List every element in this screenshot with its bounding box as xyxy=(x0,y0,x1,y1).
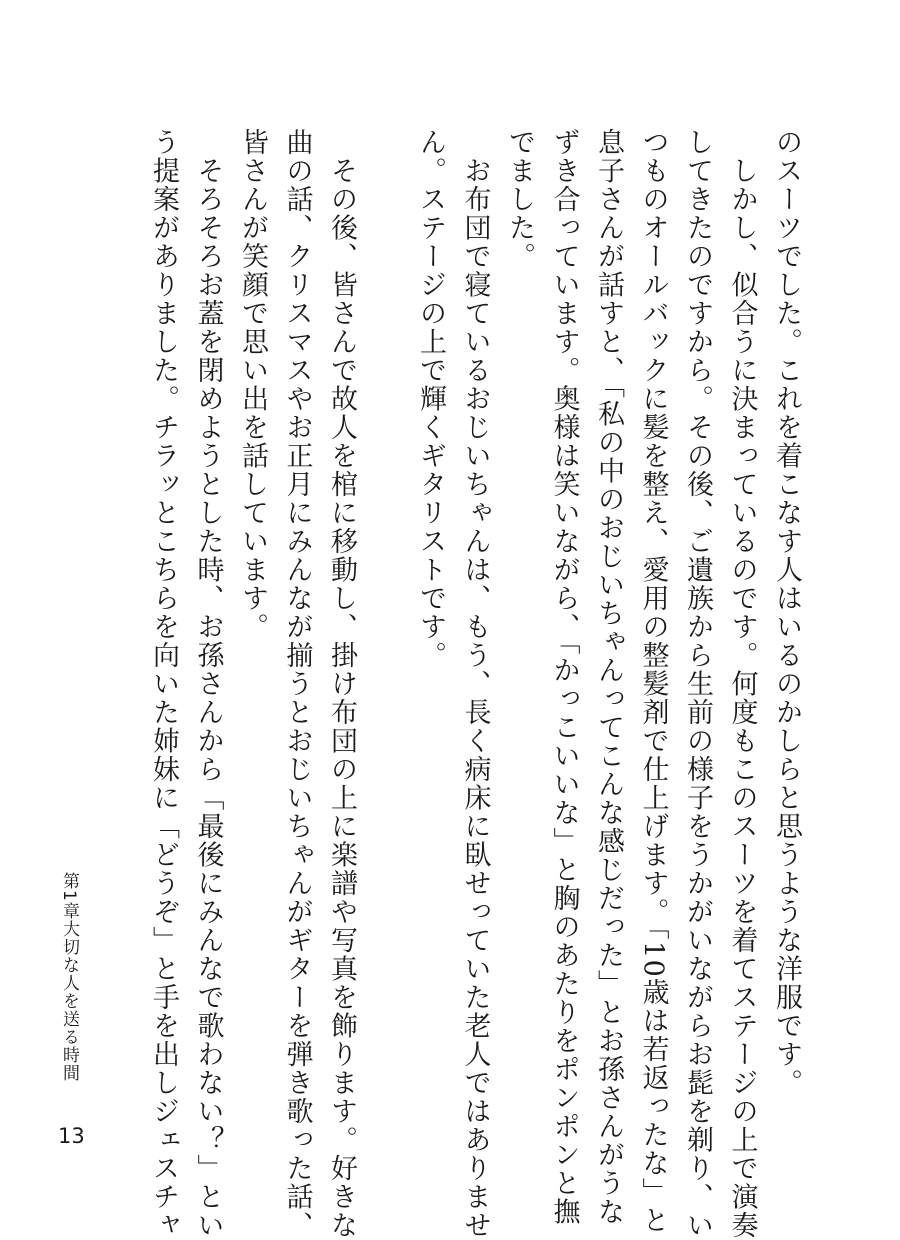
text-line: その後、皆さんで故人を棺に移動し、掛け布団の上に楽譜や写真を飾ります。好きな xyxy=(326,128,357,1240)
chapter-title: 大切な人を送る時間 xyxy=(59,919,79,1082)
text-line: ずき合っています。奥様は笑いながら、「かっこいいな」と胸のあたりをポンポンと撫 xyxy=(548,128,580,1226)
text-line: 皆さんが笑顔で思い出を話しています。 xyxy=(237,128,268,641)
text-line: してきたのですから。その後、ご遺族から生前の様子をうかがいながらお髭を剃り、い xyxy=(682,128,713,1240)
body-text xyxy=(141,128,809,1240)
text-line: そろそろお蓋を閉めようとした時、お孫さんから「最後にみんなで歌わない？」とい xyxy=(192,128,224,1240)
text-line: 息子さんが話すと、「私の中のおじいちゃんってこんな感じだった」とお孫さんがうな xyxy=(593,128,624,1226)
text-line: のスーツでした。これを着こなす人はいるのかしらと思うような洋服です。 xyxy=(771,128,802,1097)
text-line: う提案がありました。チラッとこちらを向いた姉妹に「どうぞ」と手を出しジェスチャ xyxy=(148,128,179,1240)
text-line: 曲の話、クリスマスやお正月にみんなが揃うとおじいちゃんがギターを弾き歌った話、 xyxy=(281,128,313,1240)
running-header xyxy=(58,872,80,1082)
page-number: 13 xyxy=(58,1124,85,1148)
text-line: お布団で寝ているおじいちゃんは、もう、長く病床に臥せっていた老人ではありませ xyxy=(459,128,491,1240)
blank-line xyxy=(363,128,408,1088)
text-line: ん。ステージの上で輝くギタリストです。 xyxy=(415,128,446,670)
text-line: つものオールバックに髪を整え、愛用の整髪剤で仕上げます。「10歳は若返ったな」と xyxy=(637,128,669,1235)
chapter-number: 第1章 xyxy=(59,872,79,920)
text-line: しかし、似合うに決まっているのです。何度もこのスーツを着てステージの上で演奏 xyxy=(726,128,758,1240)
text-line: でました。 xyxy=(504,128,535,271)
